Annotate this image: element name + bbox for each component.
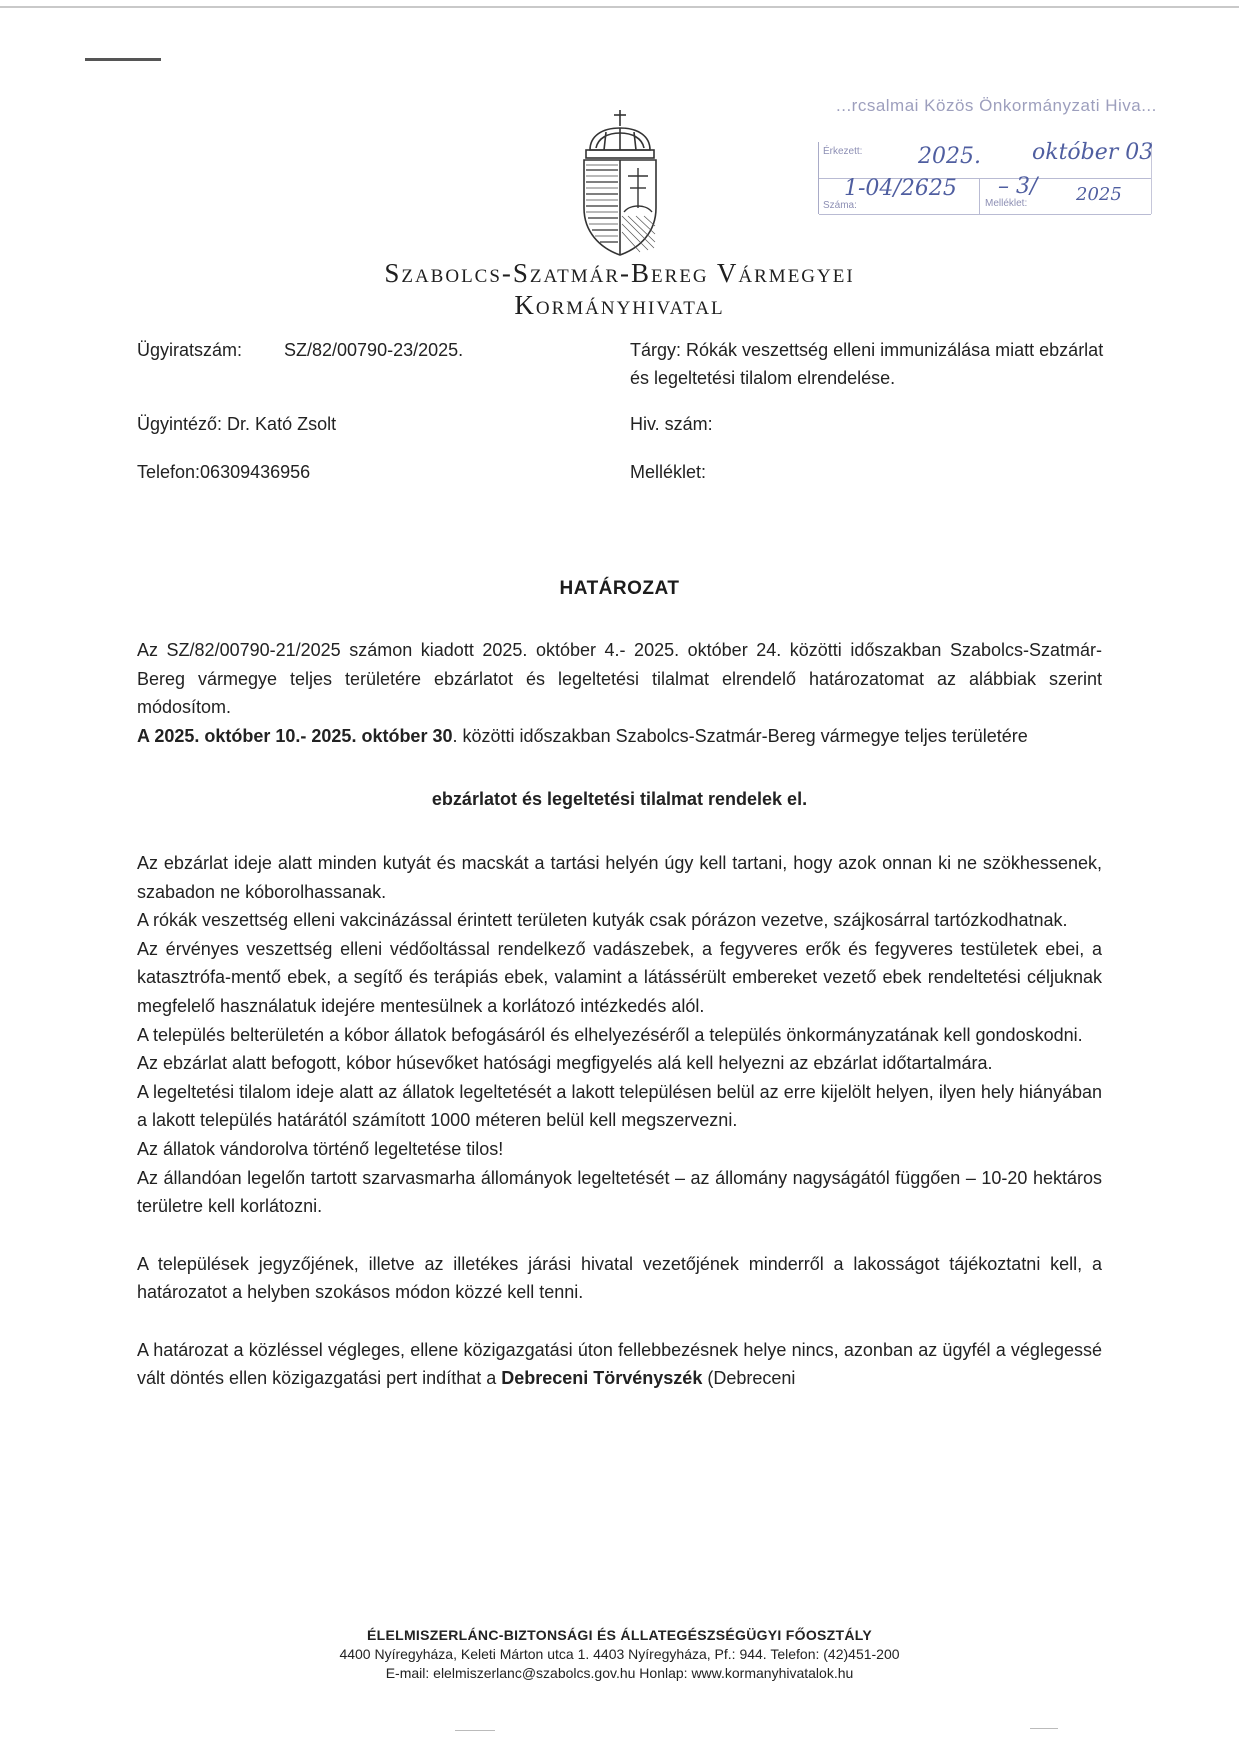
registry-stamp [818,92,1158,222]
paragraph: A település belterületén a kóbor állatok befogásáról és elhelyezéséről a település önkormányzatának kell gondoskodni. [137,1024,1083,1045]
authority-name-line1: Szabolcs-Szatmár-Bereg Vármegyei [384,258,855,288]
case-number-value: SZ/82/00790-23/2025. [284,340,464,360]
scan-mark [85,58,161,61]
document-body [137,636,1102,1393]
footer [0,1626,1239,1683]
paragraph: Az állatok vándorolva történő legeltetése tilos! [137,1138,504,1159]
paragraph: A települések jegyzőjének, illetve az illetékes járási hivatal vezetőjének minderről a lakosságot tájékoztatni kell, a határozatot a helyben szokásos módon közzé kell tenni. [137,1253,1102,1303]
stamp-label-erkezett: Érkezett: [823,146,863,157]
appeal-text: A határozat a közléssel végleges, ellene közigazgatási úton fellebbezésnek helye nincs, azonban az ügyfél a véglegessé vált döntés ellen közigazgatási pert indíthat a [137,1339,1102,1389]
stamp-handwritten-number: 1-04/2625 [844,176,957,201]
stamp-label-szama: Száma: [823,200,857,211]
scan-edge [0,6,1239,8]
footer-address: 4400 Nyíregyháza, Keleti Márton utca 1. 4403 Nyíregyháza, Pf.: 944. Telefon: (42)451-200 [339,1646,900,1662]
stamp-handwritten-sub: – 3/ [998,174,1038,199]
appeal-text-cont: (Debreceni [702,1368,796,1389]
paragraph-appeal [137,1336,1102,1393]
document-title: HATÁROZAT [559,578,680,599]
stamp-handwritten-date: október 03 [1032,140,1154,165]
paragraph: Az állandóan legelőn tartott szarvasmarha állományok legeltetését – az állomány nagyságától függően – 10-20 hektáros területre kell korlátozni. [137,1167,1102,1217]
period-rest: . közötti időszakban Szabolcs-Szatmár-Bereg vármegye teljes területére [452,725,1028,746]
reference-number: Hiv. szám: [630,414,713,434]
paragraph: A legeltetési tilalom ideje alatt az állatok legeltetését a lakott településen belül az erre kijelölt helyen, ilyen hely hiányában a lakott település határától számított 1000 méteren belül kell megszervezni. [137,1081,1102,1131]
stamp-handwritten-year: 2025. [918,144,981,169]
stamp-header: ...rcsalmai Közös Önkormányzati Hiva... [836,96,1157,115]
period-bold: A 2025. október 10.- 2025. október 30 [137,725,453,746]
stamp-divider [979,178,980,214]
scan-mark [1030,1728,1058,1729]
subject: Tárgy: Rókák veszettség elleni immunizálása miatt ebzárlat és legeltetési tilalom elrendelése. [630,340,1104,388]
paragraph: A rókák veszettség elleni vakcinázással érintett területen kutyák csak pórázon vezetve, szájkosárral tartózkodhatnak. [137,910,1068,931]
paragraph-period [137,722,1102,751]
footer-contact: E-mail: elelmiszerlanc@szabolcs.gov.hu Honlap: www.kormanyhivatalok.hu [385,1665,854,1681]
stamp-rule [819,214,1151,215]
case-officer: Ügyintéző: Dr. Kató Zsolt [137,414,337,434]
paragraph: Az ebzárlat alatt befogott, kóbor húsevőket hatósági megfigyelés alá kell helyezni az ebzárlat időtartalmára. [137,1053,993,1074]
footer-department: ÉLELMISZERLÁNC-BIZTONSÁGI ÉS ÁLLATEGÉSZSÉGÜGYI FŐOSZTÁLY [366,1627,872,1643]
coat-of-arms-icon [578,108,662,258]
telephone: Telefon:06309436956 [137,462,311,482]
paragraph: Az SZ/82/00790-21/2025 számon kiadott 2025. október 4.- 2025. október 24. közötti időszakban Szabolcs-Szatmár-Bereg vármegye teljes területére ebzárlatot és legeltetési tilalmat elrendelő határozatomat az alábbiak szerint módosítom. [137,640,1102,718]
scan-mark [455,1730,495,1731]
decision-statement: ebzárlatot és legeltetési tilalmat rendelek el. [431,789,808,810]
court-name: Debreceni Törvényszék [501,1368,703,1389]
case-number-label: Ügyiratszám: [137,340,243,360]
stamp-handwritten-melleklet: 2025 [1076,184,1122,205]
authority-name-line2: Kormányhivatal [514,290,725,320]
paragraph: Az érvényes veszettség elleni védőoltással rendelkező vadászebek, a fegyveres erők és fegyveres testületek ebei, a katasztrófa-mentő ebek, a segítő és terápiás ebek, valamint a látássérült embereket vezető ebek rendeltetési céljuknak megfelelő használatuk idejére mentesülnek a korlátozó intézkedés alól. [137,938,1102,1016]
stamp-label-melleklet: Melléklet: [985,198,1028,209]
paragraph: Az ebzárlat ideje alatt minden kutyát és macskát a tartási helyén úgy kell tartani, hogy azok onnan ki ne szökhessenek, szabadon ne kóborolhassanak. [137,852,1102,902]
attachment: Melléklet: [630,462,707,482]
